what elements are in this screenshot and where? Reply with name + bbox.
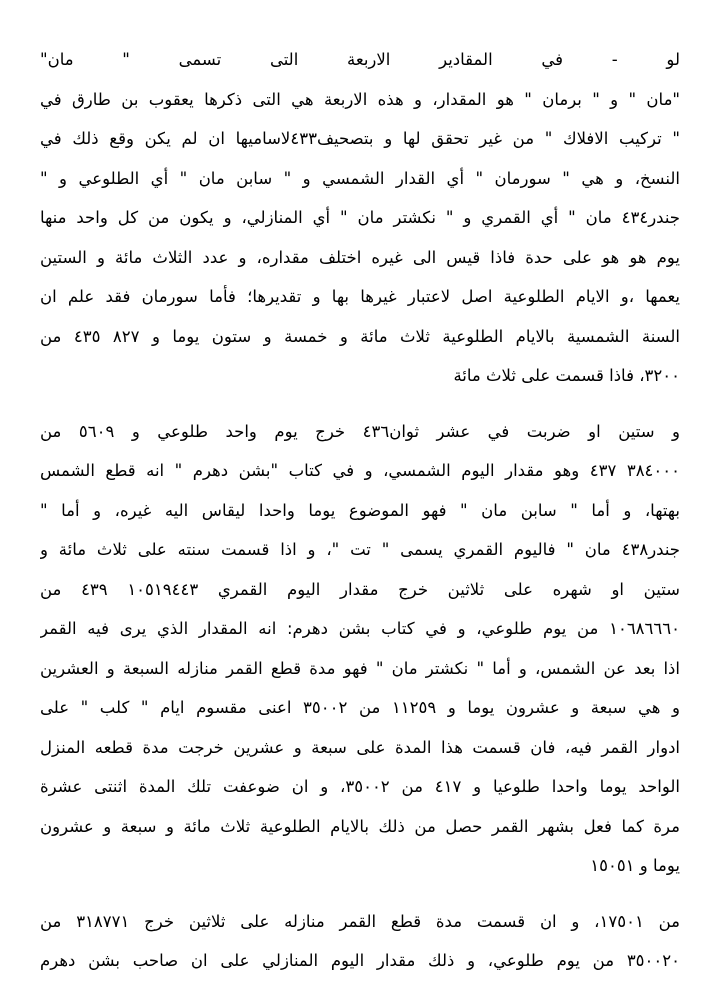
text-line: مرة كما فعل بشهر القمر حصل من ذلك بالايام الطلوعية ثلاث مائة و سبعة و عشرون — [40, 816, 680, 836]
text-line: من ١٧٥٠١، و ان قسمت مدة قطع القمر منازله على ثلاثين خرج ٣١٨٧٧١ من — [40, 911, 680, 931]
text-line: ٣٨٤٠٠٠ ٤٣٧ وهو مقدار اليوم الشمسي، و في كتاب "بشن دهرم " انه قطع الشمس — [40, 461, 680, 480]
text-line: ادوار القمر فيه، فان قسمت هذا المدة على سبعة و عشرين خرجت مدة قطعه المنزل — [40, 737, 680, 757]
text-line: اذا بعد عن الشمس، و أما " نكشتر مان " فهو مدة قطع القمر منازله السبعة و العشرين — [40, 658, 680, 678]
text-line: جندر٤٣٤ مان " أي القمري و " نكشتر مان " أي المنازلي، و يكون من كل واحد منها — [40, 208, 680, 227]
paragraph-gap — [40, 396, 680, 412]
text-line: الواحد يوما واحدا طلوعيا و ٤١٧ من ٣٥٠٠٢، و ان ضوعفت تلك المدة اثنتى عشرة — [40, 777, 680, 796]
text-line: ٣٢٠٠، فاذا قسمت على ثلاث مائة — [453, 366, 680, 385]
paragraph-1 — [40, 40, 680, 396]
text-line: يعمها ،و الايام الطلوعية اصل لاعتبار غيرها بها و تقديرها؛ فأما سورمان فقد علم ان — [40, 287, 680, 306]
text-line: جندر٤٣٨ مان " فاليوم القمري يسمى " تت "، و اذا قسمت سنته على ثلاث مائة و — [40, 540, 680, 559]
text-line: السنة الشمسية بالايام الطلوعية ثلاث مائة و خمسة و ستون يوما و ٨٢٧ ٤٣٥ من — [40, 326, 680, 346]
text-line: و ستين او ضربت في عشر ثوان٤٣٦ خرج يوم واحد طلوعي و ٥٦٠٩ من — [40, 421, 680, 441]
paragraph-gap — [40, 886, 680, 902]
text-line: يوما و ١٥٠٥١ — [590, 856, 680, 875]
text-line: و هي سبعة و عشرون يوما و ١١٢٥٩ من ٣٥٠٠٢ اعنى مقسوم ايام " كلب " على — [40, 698, 680, 717]
paragraph-3 — [40, 902, 680, 981]
text-line: لو - في المقادير الاربعة التى تسمى " مان" — [40, 50, 680, 69]
document-page — [40, 40, 680, 980]
text-line: يوم هو هو على حدة فاذا قيس الى غيره اختلف مقداره، و عدد الثلاث مائة و الستين — [40, 247, 680, 267]
text-line: ١٠٦٨٦٦٦٠ من يوم طلوعي، و في كتاب بشن دهرم: انه المقدار الذي يرى فيه القمر — [40, 619, 680, 638]
text-line: "مان " و " برمان " هو المقدار، و هذه الاربعة هي التى ذكرها يعقوب بن طارق في — [40, 89, 680, 109]
text-line: ٣٥٠٠٢٠ من يوم طلوعي، و ذلك مقدار اليوم المنازلي على ان صاحب بشن دهرم — [40, 951, 680, 970]
text-line: النسخ، و هي " سورمان " أي القدار الشمسي و " سابن مان " أي الطلوعي و " — [40, 168, 680, 188]
text-line: ستين او شهره على ثلاثين خرج مقدار اليوم القمري ١٠٥١٩٤٤٣ ٤٣٩ من — [40, 579, 680, 599]
text-line: بهتها، و أما " سابن مان " فهو الموضوع يوما واحدا ليقاس اليه غيره، و أما " — [40, 500, 680, 520]
paragraph-2 — [40, 412, 680, 886]
text-line: " تركيب الافلاك " من غير تحقق لها و بتصحيف٤٣٣لاساميها ان لم يكن وقع ذلك في — [40, 129, 680, 148]
